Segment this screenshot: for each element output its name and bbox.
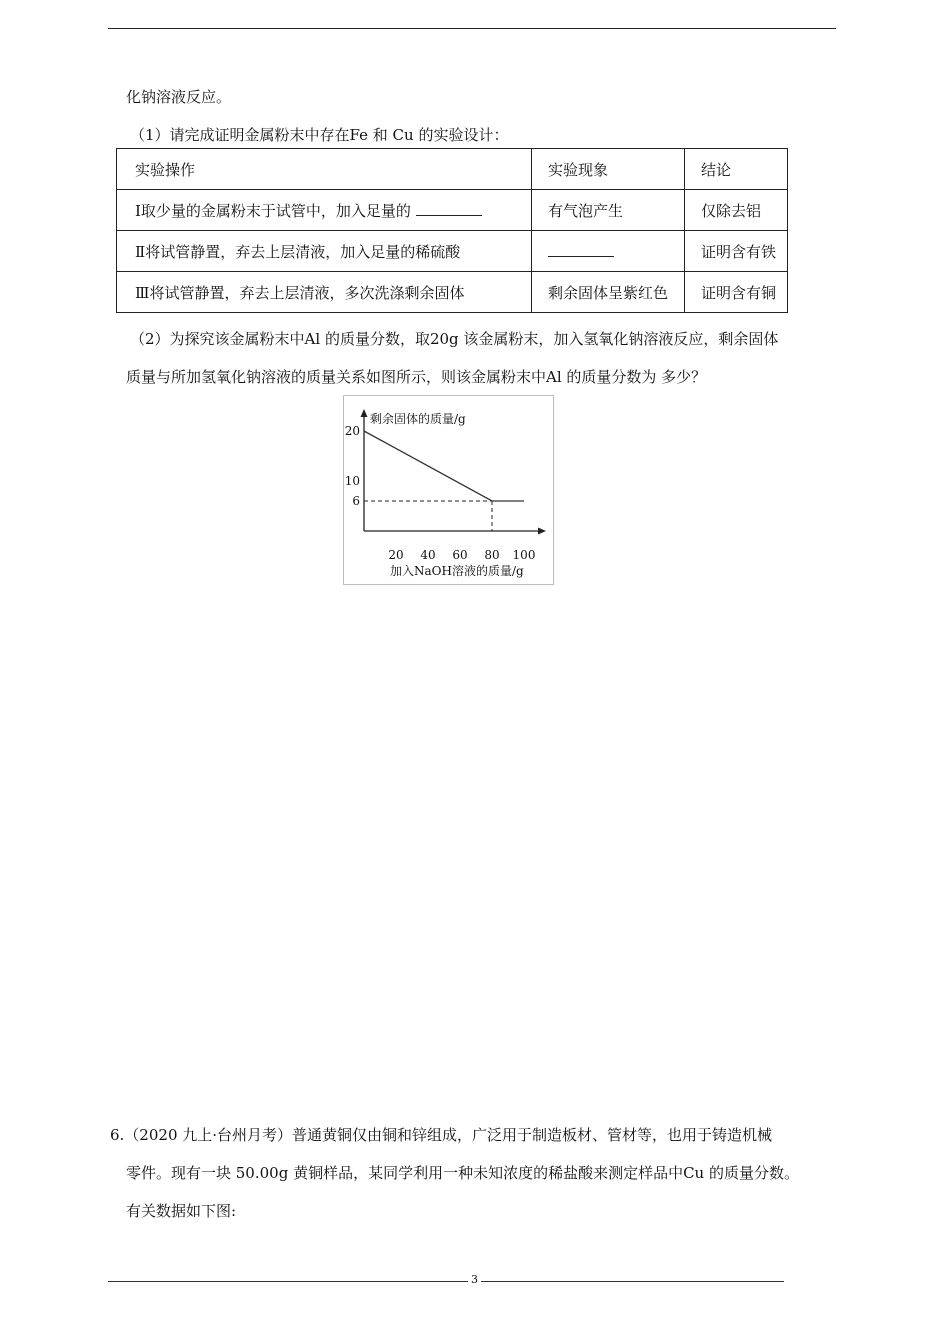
y-axis-label: 剩余固体的质量/g [370, 412, 466, 426]
table-row [117, 231, 788, 272]
header-phenomenon: 实验现象 [532, 149, 685, 190]
question-2-line1: （2）为探究该金属粉末中Al 的质量分数，取20g 该金属粉末，加入氢氧化钠溶液反应，剩余固体 [130, 330, 779, 348]
y-tick-label: 6 [352, 494, 360, 508]
chart-svg [344, 396, 553, 584]
x-tick-label: 100 [512, 548, 536, 562]
answer-blank[interactable] [548, 242, 614, 257]
question-1-prompt: （1）请完成证明金属粉末中存在Fe 和 Cu 的实验设计： [130, 126, 509, 144]
row2-operation: Ⅱ将试管静置，弃去上层清液，加入足量的稀硫酸 [117, 231, 532, 272]
question-6-line1: 6.（2020 九上·台州月考）普通黄铜仅由铜和锌组成，广泛用于制造板材、管材等，也用于铸造机械 [110, 1126, 773, 1144]
table-row [117, 190, 788, 231]
experiment-table [116, 148, 788, 313]
page-number: 3 [468, 1273, 481, 1286]
header-conclusion: 结论 [685, 149, 788, 190]
y-axis-arrow [361, 409, 368, 417]
answer-blank[interactable] [416, 201, 482, 216]
header-operation: 实验操作 [117, 149, 532, 190]
question-2-line2: 质量与所加氢氧化钠溶液的质量关系如图所示，则该金属粉末中Al 的质量分数为 多少？ [126, 368, 707, 386]
table-header-row [117, 149, 788, 190]
row3-operation: Ⅲ将试管静置，弃去上层清液，多次洗涤剩余固体 [117, 272, 532, 313]
series-line [364, 431, 524, 501]
footer-rule [108, 1281, 784, 1282]
row3-phenomenon: 剩余固体呈紫红色 [532, 272, 685, 313]
row2-conclusion: 证明含有铁 [685, 231, 788, 272]
row1-operation [117, 190, 532, 231]
x-tick-label: 60 [452, 548, 468, 562]
row1-operation-text: Ⅰ取少量的金属粉末于试管中，加入足量的 [135, 201, 411, 220]
text-continuation: 化钠溶液反应。 [126, 88, 232, 106]
row3-conclusion: 证明含有铜 [685, 272, 788, 313]
row2-phenomenon [532, 231, 685, 272]
question-6-line2: 零件。现有一块 50.00g 黄铜样品，某同学利用一种未知浓度的稀盐酸来测定样品中Cu 的质量分数。 [126, 1164, 799, 1182]
row1-conclusion: 仅除去铝 [685, 190, 788, 231]
x-tick-label: 80 [484, 548, 500, 562]
question-6-line3: 有关数据如下图: [126, 1202, 237, 1220]
row1-phenomenon: 有气泡产生 [532, 190, 685, 231]
x-tick-label: 40 [420, 548, 436, 562]
mass-chart [343, 395, 554, 585]
table-row [117, 272, 788, 313]
y-tick-label: 10 [344, 474, 360, 488]
y-tick-label: 20 [344, 424, 360, 438]
header-rule [108, 28, 836, 29]
x-axis-arrow [538, 528, 546, 535]
x-axis-label: 加入NaOH溶液的质量/g [390, 564, 524, 578]
x-tick-label: 20 [388, 548, 404, 562]
